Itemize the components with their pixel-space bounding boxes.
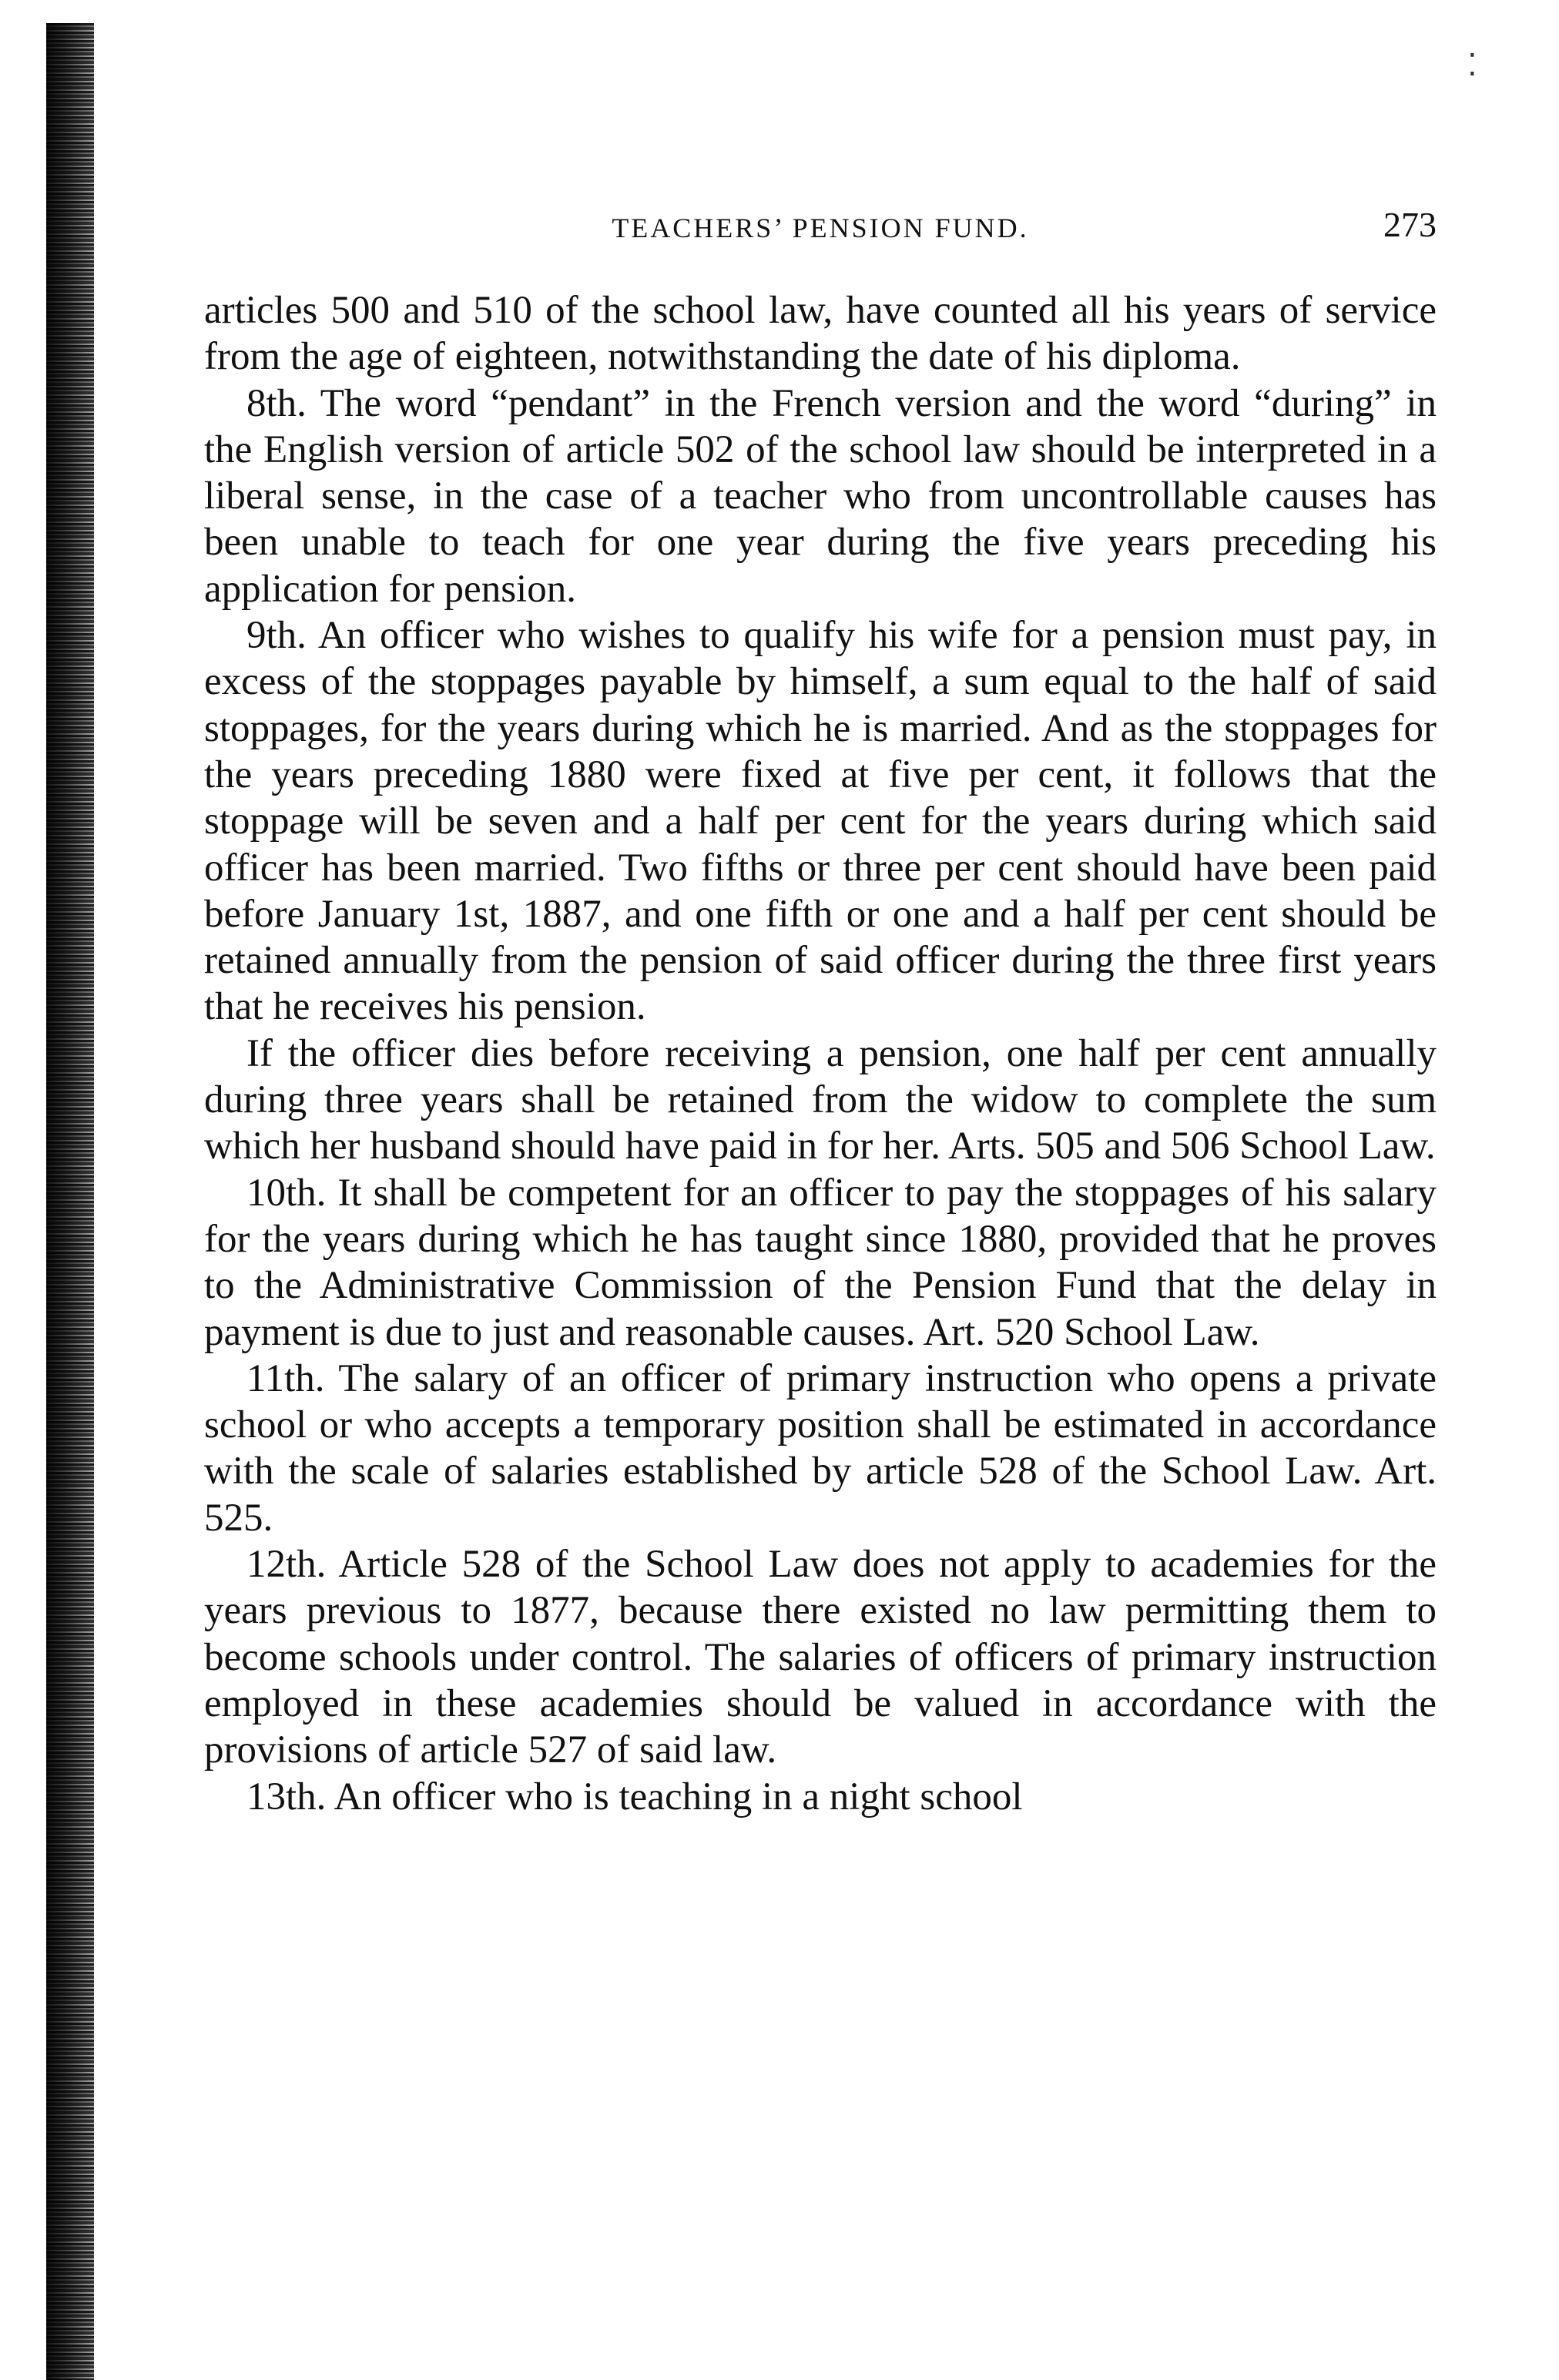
book-binding-edge xyxy=(46,23,94,2380)
book-page xyxy=(204,196,1437,1820)
running-title: TEACHERS’ PENSION FUND. xyxy=(612,213,1029,243)
running-head xyxy=(204,196,1437,258)
paragraph-8th: 8th. The word “pendant” in the French version and the word “during” in the English version of article 502 of the school law should be interpreted in a liberal sense, in the case of a teacher who from uncontrollable causes has been unable to teach for one year during the five years preceding his application for pension. xyxy=(204,381,1437,611)
paragraph-10th: 10th. It shall be competent for an officer to pay the stoppages of his salary for the years during which he has taught since 1880, provided that he proves to the Administrative Commission of the Pension Fund that the delay in payment is due to just and reasonable causes. Art. 520 School Law. xyxy=(204,1171,1437,1354)
body-text xyxy=(204,287,1437,1820)
page-number: 273 xyxy=(1383,205,1437,244)
paragraph-12th: 12th. Article 528 of the School Law does not apply to academies for the years previous to 1877, because there existed no law permitting them to become schools under control. The salaries of officers of primary instruction employed in these academies should be valued in accordance with the provisions of article 527 of said law. xyxy=(204,1543,1437,1772)
paragraph-13th: 13th. An officer who is teaching in a night school xyxy=(246,1775,1023,1819)
paragraph-9th: 9th. An officer who wishes to qualify his wife for a pension must pay, in excess of the stoppages payable by himself, a sum equal to the half of said stoppages, for the years during which he is married. And as the stoppages for the years preceding 1880 were fixed at five per cent, it follows that the stoppage will be seven and a half per cent for the years during which said officer has been married. Two fifths or three per cent should have been paid before January 1st, 1887, and one fifth or one and a half per cent should be retained annually from the pension of said officer during the three first years that he receives his pension. xyxy=(204,614,1437,1029)
paragraph-officer-dies: If the officer dies before receiving a pension, one half per cent annually during three years shall be retained from the widow to complete the sum which her husband should have paid in for her. Arts. 505 and 506 School Law. xyxy=(204,1031,1437,1168)
stray-ink-marks: ⁚ xyxy=(1467,48,1477,83)
paragraph-continued: articles 500 and 510 of the school law, have counted all his years of service from the age of eighteen, notwithstanding the date of his diploma. xyxy=(204,289,1437,379)
paragraph-11th: 11th. The salary of an officer of primary instruction who opens a private school or who accepts a temporary position shall be estimated in accordance with the scale of salaries established by article 528 of the School Law. Art. 525. xyxy=(204,1356,1437,1540)
